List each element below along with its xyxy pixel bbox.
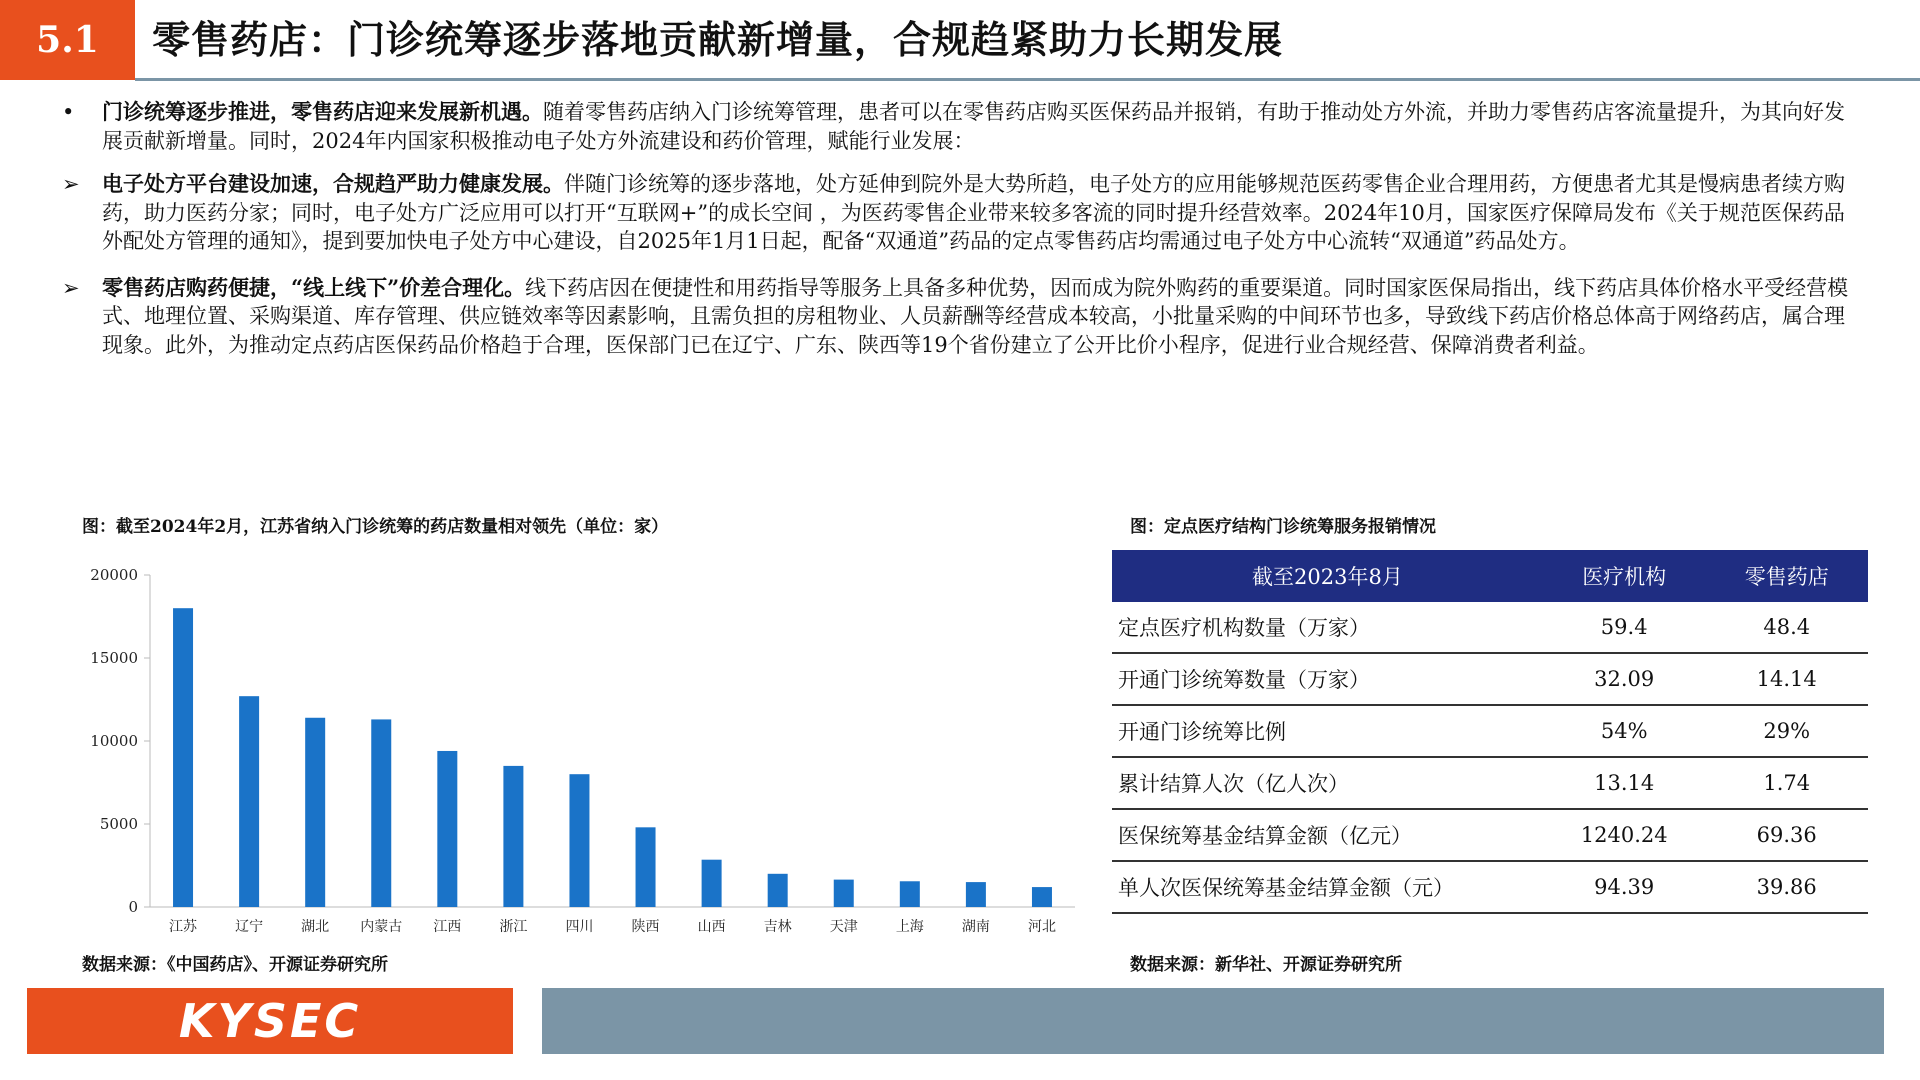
table-cell-pharmacy: 69.36 — [1705, 809, 1868, 861]
x-tick-label: 江西 — [433, 919, 462, 935]
bar-7 — [569, 774, 589, 907]
left-figure-caption: 图：截至2024年2月，江苏省纳入门诊统筹的药店数量相对领先（单位：家） — [82, 517, 669, 537]
table-cell-label: 医保统筹基金结算金额（亿元） — [1112, 809, 1543, 861]
x-tick-label: 陕西 — [631, 919, 660, 935]
bullet-item — [62, 274, 1862, 360]
table-row — [1112, 705, 1868, 757]
bar-4 — [371, 719, 391, 907]
footer-logo-panel — [27, 988, 513, 1054]
table-cell-pharmacy: 1.74 — [1705, 757, 1868, 809]
bar-11 — [834, 880, 854, 907]
x-tick-label: 湖南 — [961, 919, 990, 935]
bar-13 — [966, 882, 986, 907]
bar-6 — [503, 766, 523, 907]
bar-14 — [1032, 887, 1052, 907]
x-tick-label: 天津 — [829, 919, 858, 935]
bar-10 — [768, 874, 788, 907]
table-header-medical: 医疗机构 — [1543, 550, 1706, 602]
table-header-pharmacy: 零售药店 — [1705, 550, 1868, 602]
left-figure-source: 数据来源：《中国药店》、开源证券研究所 — [82, 955, 388, 975]
header-divider — [135, 78, 1920, 81]
arrow-bullet-icon: ➢ — [62, 275, 80, 300]
bar-3 — [305, 718, 325, 907]
y-tick-label: 10000 — [90, 732, 138, 750]
table-cell-pharmacy: 48.4 — [1705, 602, 1868, 653]
x-tick-label: 河北 — [1027, 919, 1056, 935]
table-cell-medical: 13.14 — [1543, 757, 1706, 809]
x-tick-label: 吉林 — [763, 919, 792, 935]
x-tick-label: 四川 — [565, 919, 594, 935]
section-number: 5.1 — [0, 0, 135, 80]
table-cell-medical: 94.39 — [1543, 861, 1706, 913]
right-figure-source: 数据来源：新华社、开源证券研究所 — [1130, 955, 1402, 975]
bullet-item — [62, 98, 1862, 155]
table-row — [1112, 757, 1868, 809]
y-tick-label: 15000 — [90, 649, 138, 667]
reimbursement-table — [1112, 550, 1868, 914]
table-row — [1112, 602, 1868, 653]
bullet-dot-icon: • — [62, 100, 75, 124]
table-header-row — [1112, 550, 1868, 602]
x-tick-label: 上海 — [895, 919, 924, 935]
bullet-text: 随着零售药店纳入门诊统筹管理，患者可以在零售药店购买医保药品并报销，有助于推动处方外流，并助力零售药店客流量提升，为其向好发展贡献新增量。同时，2024年内国家积极推动电子处方外流建设和药价管理，赋能行业发展： — [102, 100, 1845, 153]
bullet-heading: 电子处方平台建设加速，合规趋严助力健康发展。 — [102, 171, 564, 196]
footer-bar — [542, 988, 1884, 1054]
table-row — [1112, 809, 1868, 861]
page-title: 零售药店：门诊统筹逐步落地贡献新增量，合规趋紧助力长期发展 — [152, 17, 1284, 62]
x-tick-label: 湖北 — [301, 919, 330, 935]
y-tick-label: 0 — [128, 898, 138, 916]
bullet-list — [62, 98, 1862, 359]
y-tick-label: 20000 — [90, 566, 138, 584]
table-cell-label: 单人次医保统筹基金结算金额（元） — [1112, 861, 1543, 913]
table-cell-medical: 1240.24 — [1543, 809, 1706, 861]
kysec-logo: KYSEC — [178, 994, 362, 1048]
bullet-heading: 门诊统筹逐步推进，零售药店迎来发展新机遇。 — [102, 99, 543, 124]
bar-1 — [173, 608, 193, 907]
table-cell-label: 累计结算人次（亿人次） — [1112, 757, 1543, 809]
x-tick-label: 江苏 — [169, 919, 198, 935]
bullet-item — [62, 170, 1862, 256]
table-cell-pharmacy: 29% — [1705, 705, 1868, 757]
bar-8 — [636, 827, 656, 907]
y-tick-label: 5000 — [99, 815, 138, 833]
table-row — [1112, 861, 1868, 913]
table-cell-label: 定点医疗机构数量（万家） — [1112, 602, 1543, 653]
table-cell-label: 开通门诊统筹比例 — [1112, 705, 1543, 757]
table-cell-medical: 32.09 — [1543, 653, 1706, 705]
bullet-text: 伴随门诊统筹的逐步落地，处方延伸到院外是大势所趋，电子处方的应用能够规范医药零售企业合理用药，方便患者尤其是慢病患者续方购药，助力医药分家；同时，电子处方广泛应用可以打开“互联网+”的成长空间 ，为医药零售企业带来较多客流的同时提升经营效率。2024年10月，国家医疗保障局发布《关于规范医保药品外配处方管理的通知》，提到要加快电子处方中心建设，自2025年1月1日起，配备“双通道”药品的定点零售药店均需通过电子处方中心流转“双通道”药品处方。 — [102, 172, 1845, 253]
pharmacy-count-bar-chart — [75, 555, 1085, 945]
table-cell-medical: 59.4 — [1543, 602, 1706, 653]
x-tick-label: 山西 — [697, 919, 726, 935]
bullet-text: 线下药店因在便捷性和用药指导等服务上具备多种优势，因而成为院外购药的重要渠道。同时国家医保局指出，线下药店具体价格水平受经营模式、地理位置、采购渠道、库存管理、供应链效率等因素影响，且需负担的房租物业、人员薪酬等经营成本较高，小批量采购的中间环节也多，导致线下药店价格总体高于网络药店，属合理现象。此外，为推动定点药店医保药品价格趋于合理，医保部门已在辽宁、广东、陕西等19个省份建立了公开比价小程序，促进行业合规经营、保障消费者利益。 — [102, 275, 1849, 357]
table-cell-pharmacy: 39.86 — [1705, 861, 1868, 913]
table-cell-medical: 54% — [1543, 705, 1706, 757]
bar-12 — [900, 881, 920, 907]
bar-5 — [437, 751, 457, 907]
x-tick-label: 辽宁 — [235, 919, 264, 935]
bullet-heading: 零售药店购药便捷，“线上线下”价差合理化。 — [102, 274, 526, 300]
bar-9 — [702, 860, 722, 907]
right-figure-caption: 图：定点医疗结构门诊统筹服务报销情况 — [1130, 517, 1436, 537]
table-row — [1112, 653, 1868, 705]
slide-header — [0, 0, 1920, 80]
arrow-bullet-icon: ➢ — [62, 172, 80, 196]
table-cell-pharmacy: 14.14 — [1705, 653, 1868, 705]
x-tick-label: 浙江 — [499, 919, 528, 935]
table-cell-label: 开通门诊统筹数量（万家） — [1112, 653, 1543, 705]
x-tick-label: 内蒙古 — [360, 919, 403, 935]
bar-2 — [239, 696, 259, 907]
table-header-period: 截至2023年8月 — [1112, 550, 1543, 602]
